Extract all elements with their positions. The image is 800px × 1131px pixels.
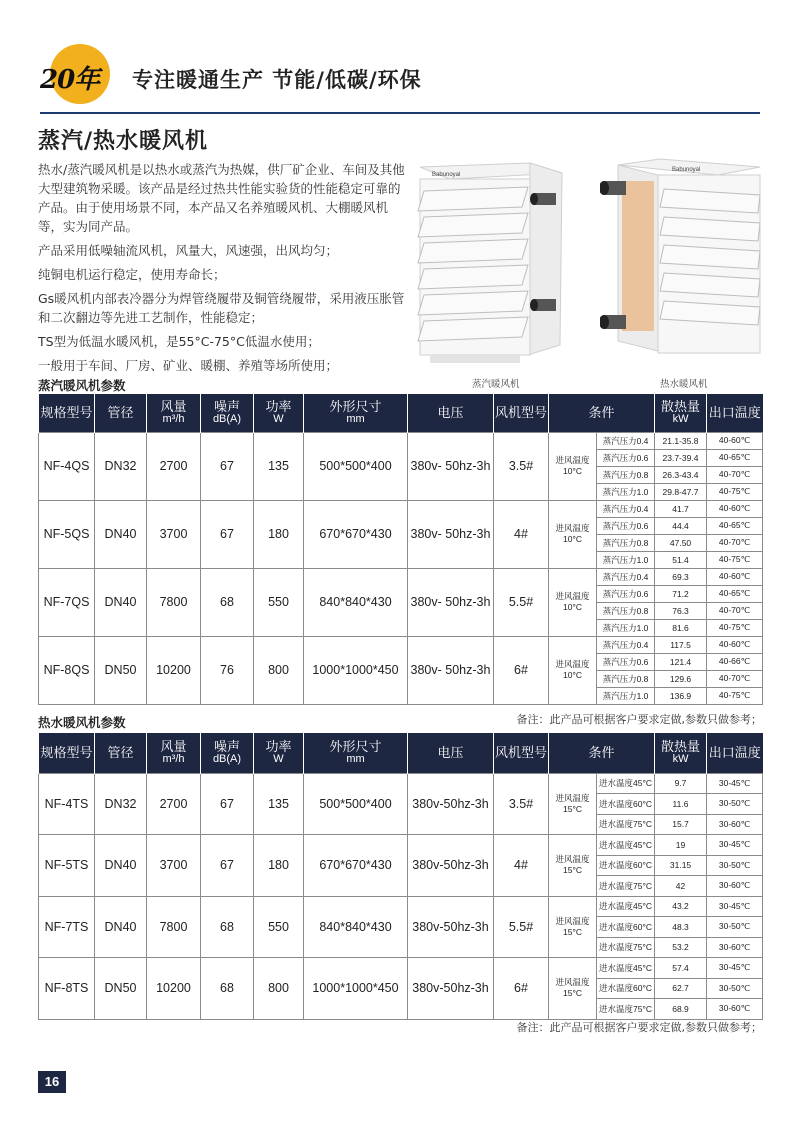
sub-condition-cell: 蒸汽压力0.6 — [597, 585, 655, 602]
table-row — [39, 432, 763, 449]
outlet-temp-cell: 30-60℃ — [707, 876, 763, 897]
col-condition: 条件 — [549, 733, 655, 773]
condition-cell: 进风温度10°C — [549, 500, 597, 568]
intro-line: TS型为低温水暖风机，是55°C-75°C低温水使用； — [38, 334, 320, 349]
fan-cell: 4# — [494, 835, 549, 897]
heat-output-cell: 62.7 — [655, 978, 707, 999]
noise-cell: 67 — [201, 432, 254, 500]
steam-note: 备注：此产品可根据客户要求定做,参数只做参考； — [516, 713, 762, 726]
outlet-temp-cell: 40-65℃ — [707, 585, 763, 602]
col-size: 外形尺寸 mm — [304, 394, 408, 432]
size-cell: 1000*1000*450 — [304, 958, 408, 1020]
noise-cell: 67 — [201, 835, 254, 897]
model-cell: NF-7QS — [39, 568, 95, 636]
sub-condition-cell: 进水温度75°C — [597, 876, 655, 897]
header-rule — [40, 112, 760, 114]
sub-condition-cell: 进水温度45°C — [597, 896, 655, 917]
voltage-cell: 380v- 50hz-3h — [408, 636, 494, 704]
sub-condition-cell: 蒸汽压力0.4 — [597, 568, 655, 585]
heat-output-cell: 31.15 — [655, 855, 707, 876]
outlet-temp-cell: 30-50℃ — [707, 978, 763, 999]
outlet-temp-cell: 30-50℃ — [707, 794, 763, 815]
sub-condition-cell: 蒸汽压力0.4 — [597, 432, 655, 449]
table-row — [39, 568, 763, 585]
outlet-temp-cell: 30-45℃ — [707, 896, 763, 917]
outlet-temp-cell: 40-65℃ — [707, 517, 763, 534]
voltage-cell: 380v-50hz-3h — [408, 835, 494, 897]
voltage-cell: 380v-50hz-3h — [408, 896, 494, 958]
fan-cell: 4# — [494, 500, 549, 568]
steam-spec-table — [38, 394, 763, 705]
table-row — [39, 896, 763, 917]
model-cell: NF-5TS — [39, 835, 95, 897]
voltage-cell: 380v- 50hz-3h — [408, 432, 494, 500]
condition-cell: 进风温度10°C — [549, 568, 597, 636]
sub-condition-cell: 蒸汽压力0.4 — [597, 500, 655, 517]
col-heat: 散热量 kW — [655, 733, 707, 773]
heat-output-cell: 44.4 — [655, 517, 707, 534]
condition-cell: 进风温度15°C — [549, 835, 597, 897]
sub-condition-cell: 进水温度75°C — [597, 814, 655, 835]
model-cell: NF-8QS — [39, 636, 95, 704]
intro-paragraph: 热水/蒸汽暖风机是以热水或蒸汽为热媒，供厂矿企业、车间及其他大型建筑物采暖。该产品是经过热共性能实验货的性能稳定可靠的产品。由于使用场景不同，本产品又名养殖暖风机、大棚暖风机等，实为同产品。 — [38, 162, 405, 234]
condition-cell: 进风温度10°C — [549, 636, 597, 704]
heat-output-cell: 76.3 — [655, 602, 707, 619]
pipe-cell: DN50 — [95, 636, 147, 704]
heat-output-cell: 68.9 — [655, 999, 707, 1020]
noise-cell: 67 — [201, 500, 254, 568]
noise-cell: 76 — [201, 636, 254, 704]
sub-condition-cell: 蒸汽压力0.8 — [597, 670, 655, 687]
heat-output-cell: 69.3 — [655, 568, 707, 585]
col-noise: 噪声 dB(A) — [201, 733, 254, 773]
size-cell: 500*500*400 — [304, 773, 408, 835]
fan-cell: 6# — [494, 958, 549, 1020]
sub-condition-cell: 蒸汽压力1.0 — [597, 619, 655, 636]
heat-output-cell: 71.2 — [655, 585, 707, 602]
outlet-temp-cell: 30-60℃ — [707, 999, 763, 1020]
sub-condition-cell: 蒸汽压力0.8 — [597, 466, 655, 483]
sub-condition-cell: 蒸汽压力0.6 — [597, 517, 655, 534]
airflow-cell: 10200 — [147, 636, 201, 704]
col-size: 外形尺寸 mm — [304, 733, 408, 773]
col-noise: 噪声 dB(A) — [201, 394, 254, 432]
slogan: 专注暖通生产 节能/低碳/环保 — [132, 68, 422, 92]
heat-output-cell: 21.1-35.8 — [655, 432, 707, 449]
sub-condition-cell: 进水温度60°C — [597, 794, 655, 815]
heat-output-cell: 15.7 — [655, 814, 707, 835]
power-cell: 135 — [254, 773, 304, 835]
steam-heater-image — [410, 155, 580, 367]
condition-cell: 进风温度15°C — [549, 958, 597, 1020]
outlet-temp-cell: 40-70℃ — [707, 534, 763, 551]
outlet-temp-cell: 40-60℃ — [707, 636, 763, 653]
intro-line: 产品采用低噪轴流风机，风量大，风速强，出风均匀； — [38, 243, 339, 258]
hot-note: 备注：此产品可根据客户要求定做,参数只做参考； — [516, 1021, 762, 1034]
col-pipe: 管径 — [95, 394, 147, 432]
hot-water-heater-image — [600, 155, 770, 367]
heat-output-cell: 121.4 — [655, 653, 707, 670]
power-cell: 180 — [254, 835, 304, 897]
size-cell: 670*670*430 — [304, 835, 408, 897]
sub-condition-cell: 进水温度75°C — [597, 999, 655, 1020]
outlet-temp-cell: 40-60℃ — [707, 568, 763, 585]
heat-output-cell: 23.7-39.4 — [655, 449, 707, 466]
badge-text: 20年 — [40, 65, 100, 95]
sub-condition-cell: 蒸汽压力1.0 — [597, 687, 655, 704]
col-fan: 风机型号 — [494, 733, 549, 773]
col-model: 规格型号 — [39, 733, 95, 773]
heat-output-cell: 129.6 — [655, 670, 707, 687]
brand-logo: Babunoyal — [672, 167, 701, 173]
hot-water-spec-table — [38, 733, 763, 1020]
airflow-cell: 2700 — [147, 432, 201, 500]
noise-cell: 68 — [201, 958, 254, 1020]
heat-output-cell: 117.5 — [655, 636, 707, 653]
table-row — [39, 500, 763, 517]
pipe-cell: DN40 — [95, 835, 147, 897]
noise-cell: 67 — [201, 773, 254, 835]
col-pipe: 管径 — [95, 733, 147, 773]
pipe-cell: DN50 — [95, 958, 147, 1020]
sub-condition-cell: 进水温度45°C — [597, 958, 655, 979]
outlet-temp-cell: 40-70℃ — [707, 602, 763, 619]
outlet-temp-cell: 30-45℃ — [707, 958, 763, 979]
col-airflow: 风量 m³/h — [147, 394, 201, 432]
col-airflow: 风量 m³/h — [147, 733, 201, 773]
col-fan: 风机型号 — [494, 394, 549, 432]
page-header — [40, 44, 760, 106]
airflow-cell: 2700 — [147, 773, 201, 835]
voltage-cell: 380v-50hz-3h — [408, 773, 494, 835]
condition-cell: 进风温度10°C — [549, 432, 597, 500]
heat-output-cell: 42 — [655, 876, 707, 897]
page-title: 蒸汽/热水暖风机 — [38, 129, 209, 154]
size-cell: 1000*1000*450 — [304, 636, 408, 704]
col-power: 功率 W — [254, 733, 304, 773]
intro-line: 纯铜电机运行稳定，使用寿命长； — [38, 267, 226, 282]
brand-logo: Babunoyal — [432, 172, 461, 178]
outlet-temp-cell: 40-75℃ — [707, 619, 763, 636]
fan-cell: 3.5# — [494, 773, 549, 835]
sub-condition-cell: 蒸汽压力1.0 — [597, 551, 655, 568]
outlet-temp-cell: 40-75℃ — [707, 551, 763, 568]
steam-image-caption: 蒸汽暖风机 — [472, 379, 520, 390]
sub-condition-cell: 蒸汽压力1.0 — [597, 483, 655, 500]
table-row — [39, 835, 763, 856]
col-outlet-temp: 出口温度 — [707, 394, 763, 432]
heat-output-cell: 41.7 — [655, 500, 707, 517]
outlet-temp-cell: 30-60℃ — [707, 814, 763, 835]
sub-condition-cell: 蒸汽压力0.4 — [597, 636, 655, 653]
intro-line: 一般用于车间、厂房、矿业、暖棚、养殖等场所使用； — [38, 358, 339, 373]
sub-condition-cell: 蒸汽压力0.8 — [597, 534, 655, 551]
power-cell: 180 — [254, 500, 304, 568]
outlet-temp-cell: 40-60℃ — [707, 432, 763, 449]
col-model: 规格型号 — [39, 394, 95, 432]
heat-output-cell: 9.7 — [655, 773, 707, 794]
outlet-temp-cell: 40-60℃ — [707, 500, 763, 517]
airflow-cell: 3700 — [147, 835, 201, 897]
col-power: 功率 W — [254, 394, 304, 432]
table-row — [39, 636, 763, 653]
sub-condition-cell: 进水温度45°C — [597, 835, 655, 856]
model-cell: NF-4TS — [39, 773, 95, 835]
heat-output-cell: 136.9 — [655, 687, 707, 704]
sub-condition-cell: 进水温度45°C — [597, 773, 655, 794]
outlet-temp-cell: 30-50℃ — [707, 917, 763, 938]
airflow-cell: 7800 — [147, 568, 201, 636]
voltage-cell: 380v- 50hz-3h — [408, 568, 494, 636]
sub-condition-cell: 进水温度60°C — [597, 855, 655, 876]
outlet-temp-cell: 30-50℃ — [707, 855, 763, 876]
model-cell: NF-4QS — [39, 432, 95, 500]
power-cell: 550 — [254, 896, 304, 958]
outlet-temp-cell: 40-75℃ — [707, 483, 763, 500]
airflow-cell: 3700 — [147, 500, 201, 568]
heat-output-cell: 43.2 — [655, 896, 707, 917]
noise-cell: 68 — [201, 896, 254, 958]
voltage-cell: 380v- 50hz-3h — [408, 500, 494, 568]
pipe-cell: DN40 — [95, 568, 147, 636]
sub-condition-cell: 蒸汽压力0.8 — [597, 602, 655, 619]
sub-condition-cell: 蒸汽压力0.6 — [597, 653, 655, 670]
fan-cell: 3.5# — [494, 432, 549, 500]
pipe-cell: DN32 — [95, 432, 147, 500]
sub-condition-cell: 蒸汽压力0.6 — [597, 449, 655, 466]
steam-table-title: 蒸汽暖风机参数 — [38, 378, 126, 393]
noise-cell: 68 — [201, 568, 254, 636]
fan-cell: 6# — [494, 636, 549, 704]
power-cell: 800 — [254, 958, 304, 1020]
pipe-cell: DN40 — [95, 500, 147, 568]
voltage-cell: 380v-50hz-3h — [408, 958, 494, 1020]
airflow-cell: 7800 — [147, 896, 201, 958]
page-number: 16 — [38, 1071, 66, 1093]
col-heat: 散热量 kW — [655, 394, 707, 432]
power-cell: 550 — [254, 568, 304, 636]
heat-output-cell: 51.4 — [655, 551, 707, 568]
col-condition: 条件 — [549, 394, 655, 432]
sub-condition-cell: 进水温度75°C — [597, 937, 655, 958]
fan-cell: 5.5# — [494, 568, 549, 636]
condition-cell: 进风温度15°C — [549, 896, 597, 958]
hot-table-title: 热水暖风机参数 — [38, 715, 126, 730]
table-row — [39, 773, 763, 794]
size-cell: 500*500*400 — [304, 432, 408, 500]
heat-output-cell: 29.8-47.7 — [655, 483, 707, 500]
heat-output-cell: 47.50 — [655, 534, 707, 551]
outlet-temp-cell: 40-70℃ — [707, 466, 763, 483]
heat-output-cell: 19 — [655, 835, 707, 856]
power-cell: 800 — [254, 636, 304, 704]
col-outlet-temp: 出口温度 — [707, 733, 763, 773]
table-row — [39, 958, 763, 979]
size-cell: 840*840*430 — [304, 896, 408, 958]
airflow-cell: 10200 — [147, 958, 201, 1020]
fan-cell: 5.5# — [494, 896, 549, 958]
power-cell: 135 — [254, 432, 304, 500]
heat-output-cell: 26.3-43.4 — [655, 466, 707, 483]
heat-output-cell: 81.6 — [655, 619, 707, 636]
intro-line: Gs暖风机内部表冷器分为焊管绕履带及铜管绕履带，采用液压胀管和二次翻边等先进工艺制作，性能稳定； — [38, 291, 405, 325]
outlet-temp-cell: 40-75℃ — [707, 687, 763, 704]
size-cell: 670*670*430 — [304, 500, 408, 568]
heat-output-cell: 53.2 — [655, 937, 707, 958]
condition-cell: 进风温度15°C — [549, 773, 597, 835]
sub-condition-cell: 进水温度60°C — [597, 978, 655, 999]
outlet-temp-cell: 40-65℃ — [707, 449, 763, 466]
outlet-temp-cell: 30-45℃ — [707, 835, 763, 856]
outlet-temp-cell: 40-70℃ — [707, 670, 763, 687]
outlet-temp-cell: 30-60℃ — [707, 937, 763, 958]
model-cell: NF-7TS — [39, 896, 95, 958]
col-voltage: 电压 — [408, 733, 494, 773]
sub-condition-cell: 进水温度60°C — [597, 917, 655, 938]
intro-text — [38, 160, 406, 375]
heat-output-cell: 11.6 — [655, 794, 707, 815]
model-cell: NF-5QS — [39, 500, 95, 568]
heat-output-cell: 48.3 — [655, 917, 707, 938]
outlet-temp-cell: 40-66℃ — [707, 653, 763, 670]
col-voltage: 电压 — [408, 394, 494, 432]
hot-image-caption: 热水暖风机 — [660, 379, 708, 390]
outlet-temp-cell: 30-45℃ — [707, 773, 763, 794]
model-cell: NF-8TS — [39, 958, 95, 1020]
pipe-cell: DN32 — [95, 773, 147, 835]
pipe-cell: DN40 — [95, 896, 147, 958]
heat-output-cell: 57.4 — [655, 958, 707, 979]
size-cell: 840*840*430 — [304, 568, 408, 636]
